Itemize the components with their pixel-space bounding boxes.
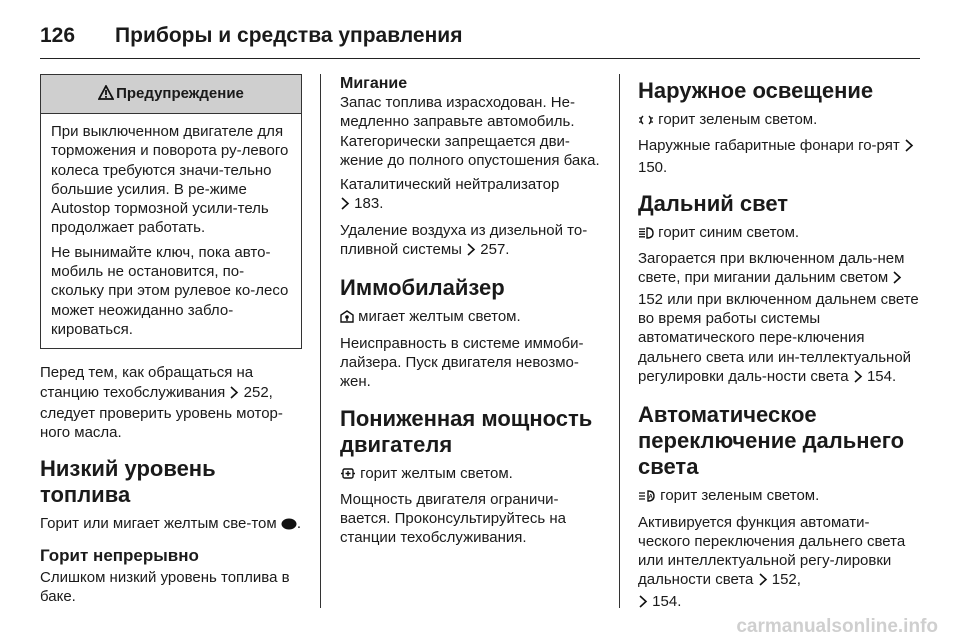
warning-title — [41, 75, 301, 114]
auto-high-beam-paragraph: Активируется функция автомати-ческого переключения дальнего света или интеллектуальной регу-лировки дальности света 152, 154. — [638, 513, 920, 613]
air-ref[interactable]: 257 — [480, 241, 506, 259]
exterior-lighting-heading: Наружное освещение — [638, 78, 874, 103]
column-3 — [638, 74, 920, 618]
auto-high-beam-icon — [638, 488, 656, 507]
exterior-ref[interactable]: 150 — [638, 158, 664, 176]
header-rule — [40, 58, 920, 59]
fuel-drop-icon — [281, 516, 297, 535]
reference-arrow-icon — [340, 196, 350, 215]
parking-lights-icon — [638, 112, 654, 131]
auto-high-beam-status: горит зеленым светом. — [660, 487, 820, 505]
warning-triangle-icon — [98, 77, 114, 115]
reference-arrow-icon — [904, 138, 914, 157]
watermark: carmanualsonline.info — [736, 616, 938, 637]
air-paragraph: Удаление воздуха из дизельной то-пливной системы 257. — [340, 221, 604, 262]
low-fuel-heading: Низкий уровень топлива — [40, 456, 216, 508]
high-beam-text-b: или при включенном дальнем свете во время работы системы автоматического пере-ключения дальнего света или ин-теллектуальной регулировки даль-ности света — [638, 290, 919, 385]
catalyst-ref[interactable]: 183 — [354, 195, 380, 213]
warning-paragraph-2: Не вынимайте ключ, пока авто-мобиль не остановится, по-скольку при этом рулевое ко-лесо может неожиданно забло-кироваться. — [51, 243, 289, 338]
high-beam-ref-2[interactable]: 154 — [866, 367, 892, 385]
svg-text:A: A — [648, 494, 653, 501]
steady-paragraph: Слишком низкий уровень топлива в баке. — [40, 568, 290, 606]
high-beam-status: горит синим светом. — [658, 223, 800, 241]
reference-arrow-icon — [892, 270, 902, 289]
warning-box — [40, 74, 302, 349]
warning-body — [41, 114, 301, 348]
air-text: Удаление воздуха из дизельной то-пливной системы — [340, 221, 588, 259]
reference-arrow-icon — [229, 385, 239, 404]
high-beam-icon — [638, 225, 654, 244]
engine-power-icon — [340, 466, 356, 485]
page-header — [40, 16, 462, 56]
warning-title-text: Предупреждение — [116, 85, 244, 102]
auto-high-beam-ref-1[interactable]: 152 — [771, 571, 797, 589]
auto-high-beam-ref-2[interactable]: 154 — [652, 592, 678, 610]
column-divider-2 — [619, 74, 620, 608]
oil-check-paragraph — [40, 363, 302, 442]
warning-paragraph-1: При выключенном двигателе для торможения и поворота ру-левого колеса требуются значи-тельно большие усилия. В ре-жиме Autostop тормозной усили-тель продолжает работать. — [51, 123, 289, 237]
blink-paragraph: Запас топлива израсходован. Не-медленно заправьте автомобиль. Категорически запрещается дви-жение до полного опустошения бака. — [340, 94, 600, 169]
exterior-status: горит зеленым светом. — [658, 111, 818, 128]
auto-high-beam-text: Активируется функция автомати-ческого переключения дальнего света или интеллектуальной регу-лировки дальности света — [638, 513, 906, 589]
exterior-status-line — [638, 110, 920, 131]
exterior-text: Наружные габаритные фонари го-рят — [638, 137, 904, 155]
auto-high-beam-heading: Автоматическое переключение дальнего света — [638, 402, 905, 480]
immobilizer-paragraph: Неисправность в системе иммоби-лайзера. Пуск двигателя невозмо-жен. — [340, 334, 584, 391]
chapter-title: Приборы и средства управления — [115, 24, 463, 47]
power-status-line — [340, 464, 604, 485]
reference-arrow-icon — [466, 242, 476, 261]
immobilizer-key-icon — [340, 309, 354, 328]
reference-arrow-icon — [758, 572, 768, 591]
power-heading: Пониженная мощность двигателя — [340, 405, 593, 457]
reference-arrow-icon — [853, 369, 863, 388]
high-beam-status-line — [638, 223, 920, 244]
low-fuel-text: Горит или мигает желтым све-том — [40, 515, 281, 533]
steady-heading: Горит непрерывно — [40, 545, 199, 565]
column-2 — [340, 74, 604, 553]
page-number: 126 — [40, 24, 76, 47]
auto-high-beam-status-line — [638, 486, 920, 507]
oil-check-ref[interactable]: 252 — [243, 383, 269, 401]
power-paragraph: Мощность двигателя ограничи-вается. Проконсультируйтесь на станции техобслуживания. — [340, 490, 566, 547]
reference-arrow-icon — [638, 594, 648, 613]
oil-check-text-a: Перед тем, как обращаться на станцию техобслуживания — [40, 364, 254, 401]
blink-heading: Мигание — [340, 75, 408, 92]
catalyst-paragraph: Каталитический нейтрализатор 183. — [340, 175, 604, 216]
high-beam-text-a: Загорается при включенном даль-нем свете, при мигании дальним светом — [638, 250, 905, 287]
immobilizer-status-line — [340, 307, 604, 328]
high-beam-heading: Дальний свет — [638, 190, 789, 216]
low-fuel-paragraph: Горит или мигает желтым све-том . — [40, 514, 302, 535]
immobilizer-heading: Иммобилайзер — [340, 275, 505, 301]
catalyst-text: Каталитический нейтрализатор — [340, 176, 560, 194]
immobilizer-status: мигает желтым светом. — [358, 308, 521, 326]
power-status: горит желтым светом. — [360, 464, 513, 482]
column-divider-1 — [320, 74, 321, 608]
high-beam-paragraph: Загорается при включенном даль-нем свете, при мигании дальним светом 152 или при включенном дальнем свете во время работы системы автоматического пере-ключения дальнего света или ин-теллектуальной регулировки даль-ности света 154. — [638, 249, 920, 388]
high-beam-ref-1[interactable]: 152 — [638, 290, 664, 308]
exterior-paragraph: Наружные габаритные фонари го-рят 150. — [638, 136, 920, 177]
column-1 — [40, 74, 302, 611]
oil-check-text-b: , следует проверить уровень мотор-ного масла. — [40, 383, 283, 442]
